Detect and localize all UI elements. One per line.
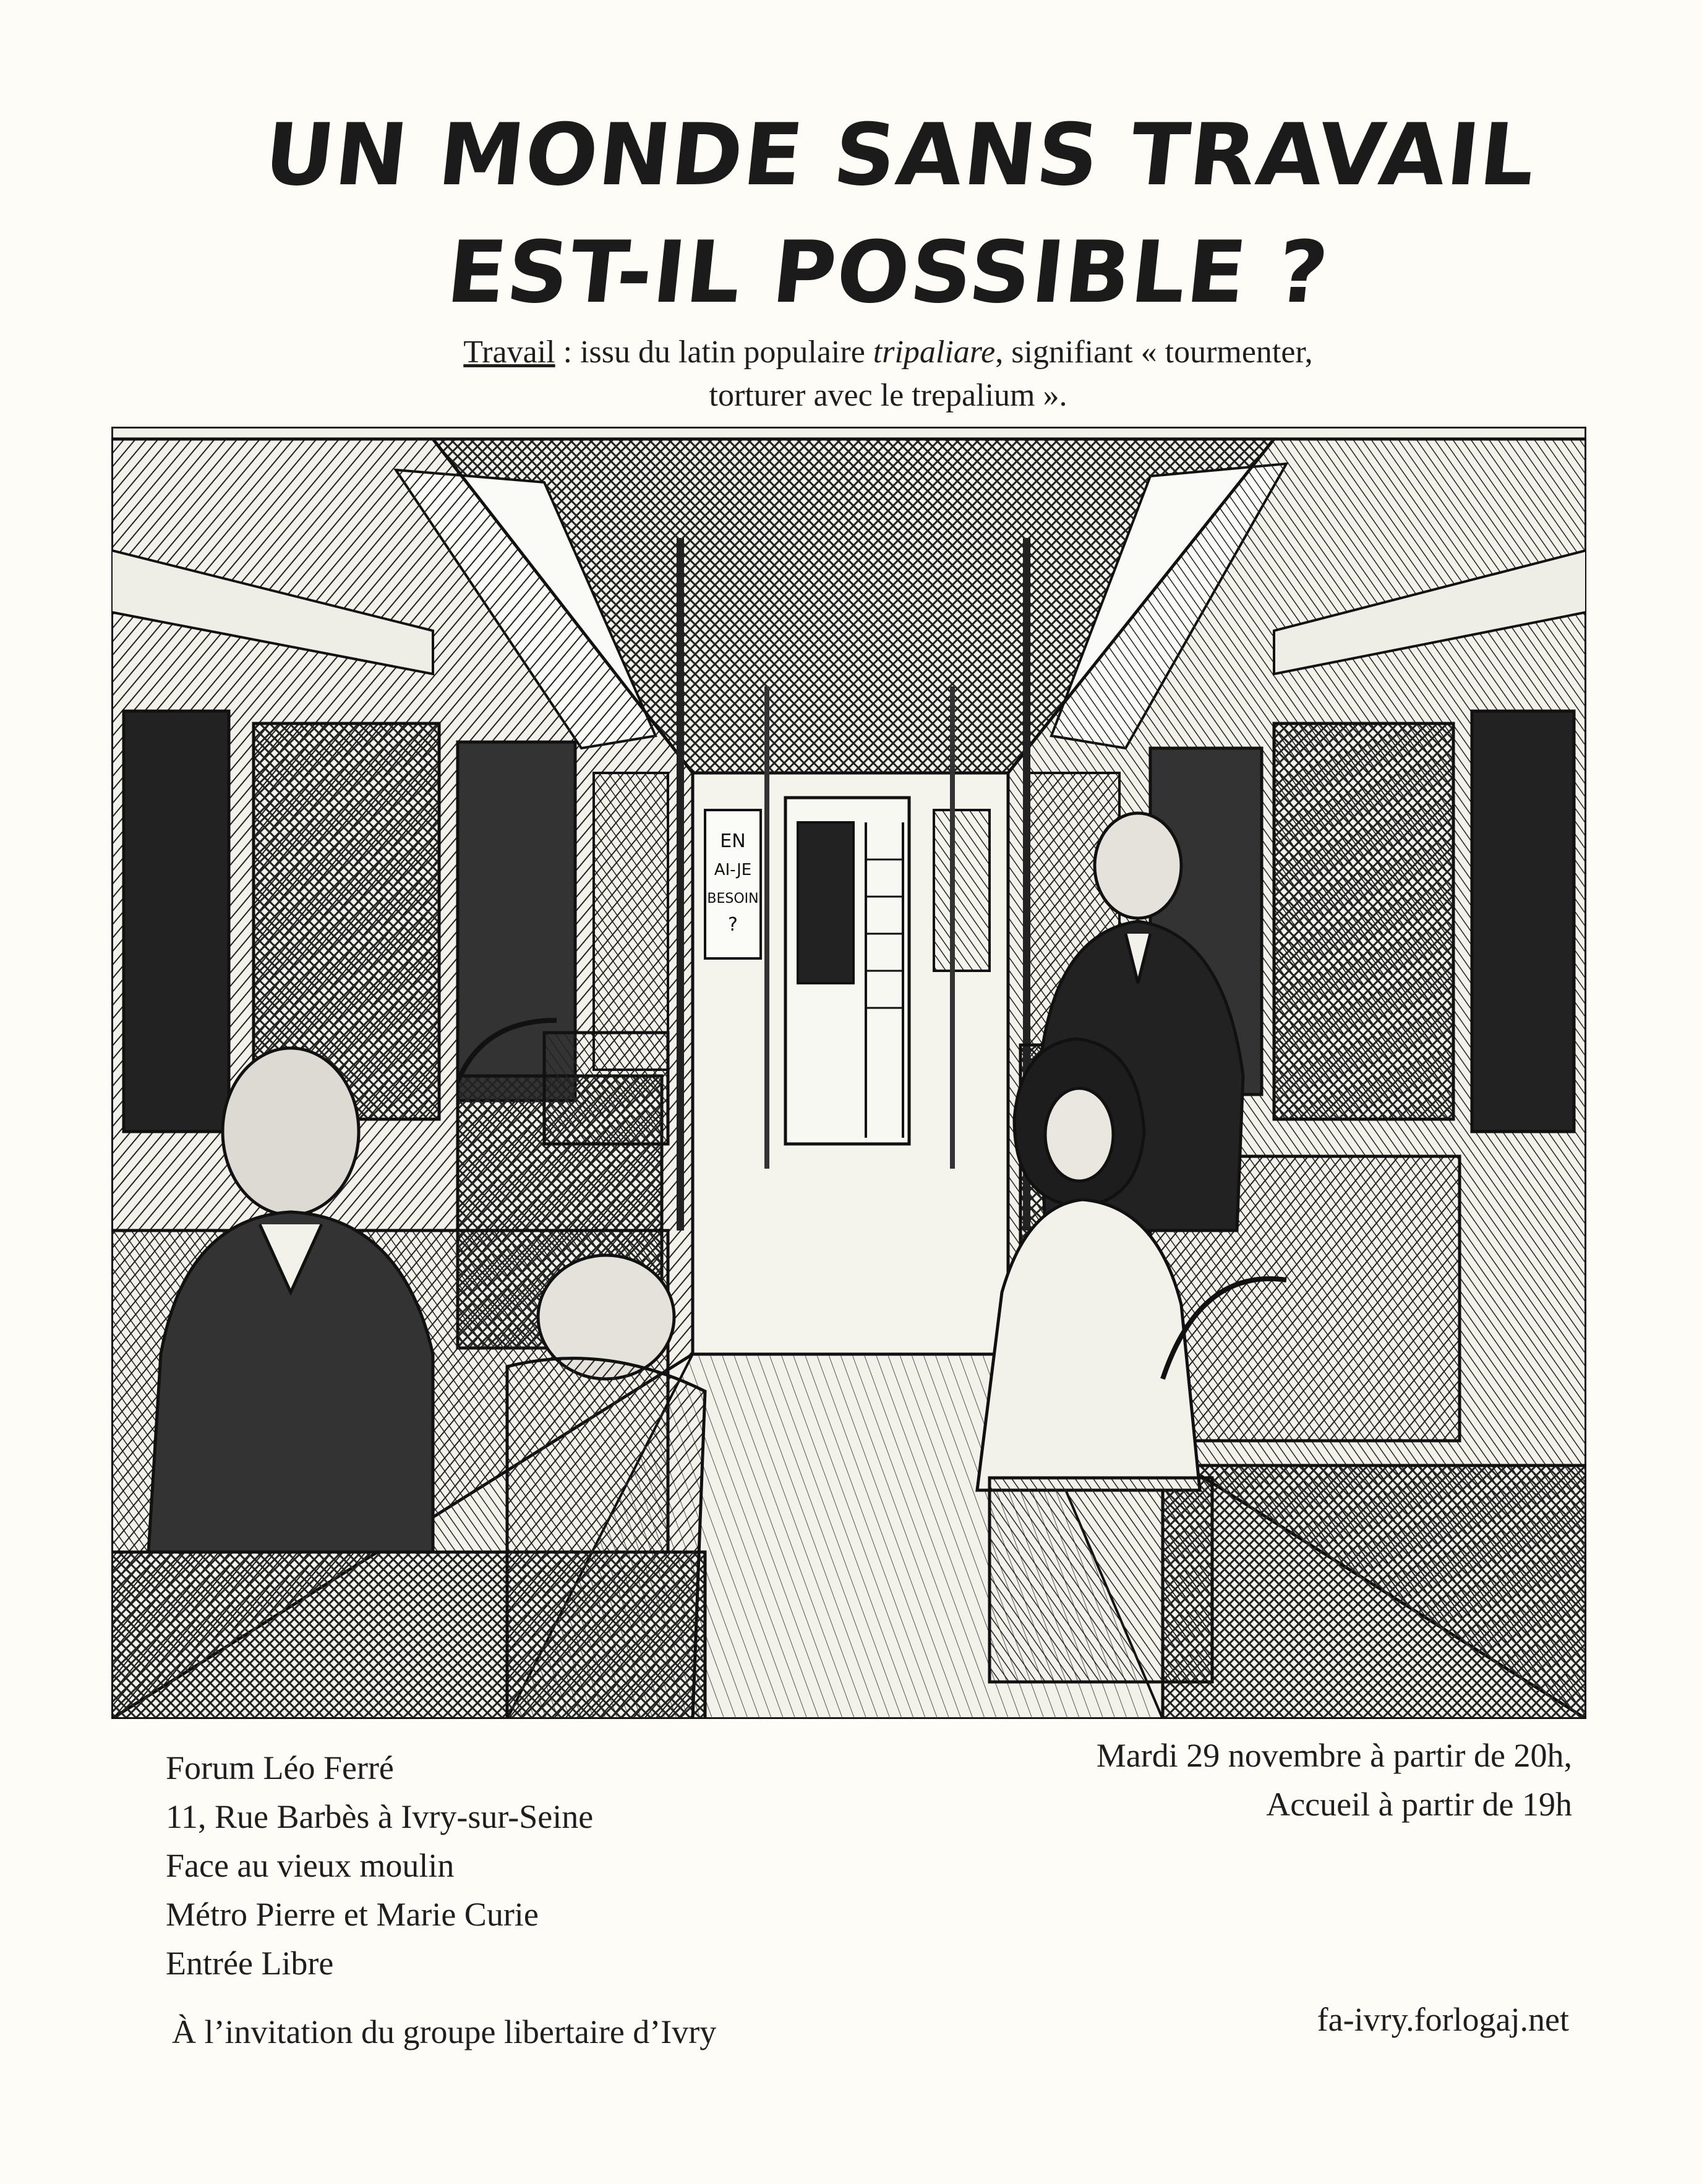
invitation-text: À l’invitation du groupe libertaire d’Ivry — [172, 2013, 717, 2050]
event-welcome-time: Accueil à partir de 19h — [1266, 1786, 1572, 1823]
title-line-2: EST-IL POSSIBLE ? — [442, 223, 1334, 322]
definition-line-1 — [37, 331, 1702, 374]
venue-landmark: Face au vieux moulin — [166, 1847, 455, 1884]
sign-line-1: EN — [720, 830, 746, 852]
definition-text-b: , signifiant « tourmenter, — [995, 335, 1313, 370]
website-link[interactable]: fa-ivry.forlogaj.net — [1317, 2001, 1569, 2038]
definition-text-a: : issu du latin populaire — [555, 335, 873, 370]
sign-line-4: ? — [728, 914, 738, 936]
venue-entry: Entrée Libre — [166, 1945, 334, 1982]
venue-metro: Métro Pierre et Marie Curie — [166, 1896, 539, 1933]
venue-name: Forum Léo Ferré — [166, 1749, 394, 1786]
venue-info — [166, 1744, 593, 1988]
definition-line-2: torturer avec le trepalium ». — [709, 378, 1067, 413]
title-line-1: UN MONDE SANS TRAVAIL — [260, 105, 1541, 205]
schedule-info — [1097, 1731, 1572, 1829]
sign-line-3: BESOIN — [707, 891, 759, 906]
metro-car-illustration — [111, 427, 1586, 1719]
definition-latin-word: tripaliare — [873, 335, 996, 370]
definition-term: Travail — [463, 335, 555, 370]
sign-line-2: AI-JE — [714, 861, 752, 879]
event-date: Mardi 29 novembre à partir de 20h, — [1096, 1737, 1572, 1774]
venue-address: 11, Rue Barbès à Ivry-sur-Seine — [166, 1798, 594, 1835]
